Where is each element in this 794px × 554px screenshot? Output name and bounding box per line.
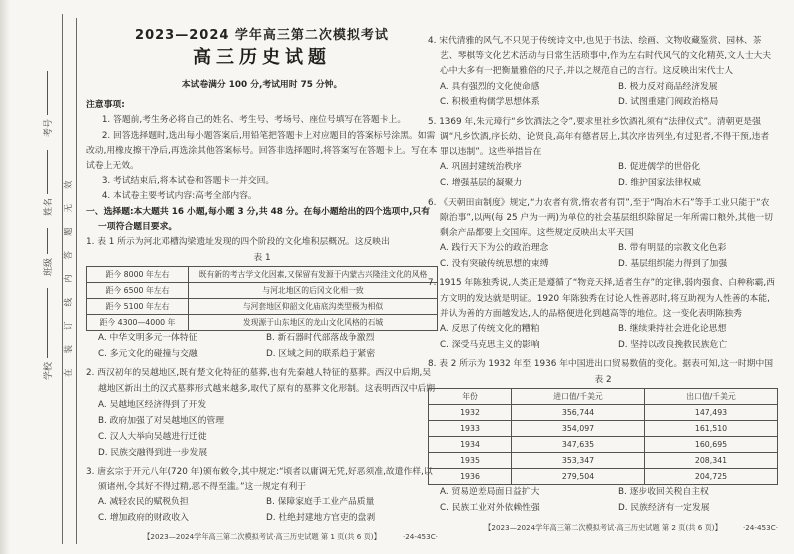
q4-options-row-2 — [428, 95, 778, 111]
field-class-blank — [47, 228, 48, 254]
table-cell: 1932 — [429, 405, 512, 421]
q7-option-c: C. 深受马克思主义的影响 — [440, 339, 540, 350]
q3-option-c: C. 增加政府的财政收入 — [98, 512, 189, 523]
q8-option-b: B. 逐步收回关税自主权 — [618, 487, 709, 498]
field-examno-blank — [47, 71, 48, 115]
q7-option-a: A. 反思了传统文化的糟粕 — [440, 324, 540, 334]
table-row — [87, 283, 438, 299]
section-1-heading: 一、选择题:本大题共 16 小题,每小题 3 分,共 48 分。在每小题给出的四个选项中,只有一项符合题目要求。 — [86, 206, 431, 232]
q5-option-a: A. 巩固封建统治秩序 — [440, 162, 522, 173]
q8-options-row-1 — [428, 485, 778, 501]
q3-option-b: B. 保障家庭手工业产品质量 — [266, 497, 375, 508]
notice-item-2: 2. 回答选择题时,选出每小题答案后,用铅笔把答题卡上对应题目的答案标号涂黑。如需改动,用橡皮擦干净后,再选涂其他答案标号。回答非选择题时,将答案写在答题卡上。写在本试卷上无效。 — [86, 130, 438, 172]
table-cell: 356,744 — [512, 405, 645, 421]
notice-heading: 注意事项: — [86, 100, 125, 111]
notice-item-3: 3. 考试结束后,将本试卷和答题卡一并交回。 — [101, 176, 275, 187]
q3-options-row-1 — [86, 495, 438, 511]
q6-option-c: C. 没有突破传统思想的束缚 — [440, 258, 549, 269]
field-school-label: 学校 — [43, 361, 54, 380]
table-1 — [86, 266, 438, 331]
q7-options-row-2 — [428, 338, 778, 354]
question-4-stem: 4. 宋代清雅的风气,不只见于传统诗文中,也见于书法、绘画、文物收藏鉴赏、园林、茶艺、琴棋等文化艺术活动与日常生活琐事中,作为左右时代风气的文化精英,文人士大夫心中大多有一把衡量雅俗的尺子,并以之规范自己的言行。这反映出宋代士人 — [428, 36, 772, 77]
question-2-stem: 2. 西汉初年的吴越地区,既有楚文化特征的墓葬,也有先秦越人特征的墓葬。西汉中后期,吴越地区新出土的汉式墓葬形式越来越多,取代了原有的墓葬文化形制。这表明西汉中后期 — [86, 368, 436, 394]
table-cell: 距今 4300—4000 年 — [87, 315, 189, 331]
table-cell: 发现源于山东地区的龙山文化风格的石城 — [189, 315, 438, 331]
page-1 — [86, 26, 438, 543]
table-cell: 279,504 — [512, 469, 645, 485]
q8-options-row-2 — [428, 501, 778, 517]
table-cell: 147,493 — [645, 405, 778, 421]
table-row — [429, 421, 778, 437]
table-cell: 1936 — [429, 469, 512, 485]
q7-options-row-1 — [428, 322, 778, 338]
seal-line-text: 在装订线内答题无效 — [64, 165, 74, 377]
table-cell: 347,635 — [512, 437, 645, 453]
paper-code: ·24-453C· — [402, 532, 438, 542]
table-cell: 161,510 — [645, 421, 778, 437]
q8-option-c: C. 民族工业对外依赖性强 — [440, 502, 540, 513]
field-examno-label: 考号 — [43, 118, 54, 137]
question-7-stem: 7. 1915 年陈独秀说,人类正是遵循了“物竞天择,适者生存”的定律,弱肉强食、白种称霸,西方文明的发达就是明证。1920 年陈独秀在讨论人性善恶时,将互助视为人性善的本能,并认为善的方面越发达,人的品格便进化到越高等的地位。这一变化表明陈独秀 — [428, 278, 775, 319]
field-name-label: 姓名 — [43, 197, 54, 216]
field-name-blank — [47, 150, 48, 194]
table-row — [87, 315, 438, 331]
table-cell: 354,097 — [512, 421, 645, 437]
q1-options-row-2 — [86, 347, 438, 363]
q3-options-row-2 — [86, 511, 438, 527]
table-cell: 208,341 — [645, 453, 778, 469]
table-cell: 1935 — [429, 453, 512, 469]
page-1-footer — [86, 531, 438, 543]
question-3-stem: 3. 唐玄宗于开元八年(720 年)颁布敕令,其中规定:“顷者以庸调无凭,好恶须准,故遣作样,以颁诸州,令其好不得过精,恶不得至滥。”这一规定有利于 — [86, 466, 433, 493]
field-class-label: 班级 — [43, 257, 54, 276]
table-cell: 距今 8000 年左右 — [87, 267, 189, 283]
q2-option-c: C. 汉人大举向吴越进行迁徙 — [98, 431, 207, 442]
table-row — [429, 437, 778, 453]
q5-option-d: D. 维护国家法律权威 — [618, 178, 701, 188]
notice-item-1: 1. 答题前,考生务必将自己的姓名、考生号、考场号、座位号填写在答题卡上。 — [101, 115, 407, 126]
binding-fields — [40, 20, 54, 540]
table-cell: 1933 — [429, 421, 512, 437]
paper-code: ·24-453C· — [742, 522, 778, 532]
field-school-blank — [47, 288, 48, 358]
table-cell: 距今 5100 年左右 — [87, 299, 189, 315]
q7-option-d: D. 坚持以改良挽救民族危亡 — [618, 339, 728, 350]
question-8-stem: 8. 表 2 所示为 1932 年至 1936 年中国进出口贸易数值的变化。据表可知,这一时期中国 — [428, 359, 774, 370]
q1-option-c: C. 多元文化的碰撞与交融 — [98, 348, 198, 359]
subject-title: 高三历史试题 — [193, 47, 331, 68]
q8-option-d: D. 民族经济有一定发展 — [618, 502, 710, 513]
page-2 — [428, 26, 778, 534]
q8-option-a: A. 贸易逆差局面日益扩大 — [440, 487, 540, 498]
q6-option-d: D. 基层组织能力得到了加强 — [618, 258, 728, 269]
q3-option-d: D. 杜绝封建地方官吏的盘剥 — [266, 512, 376, 523]
q4-options-row-1 — [428, 80, 778, 96]
q1-options-row-1 — [86, 331, 438, 347]
binding-rule-right — [76, 18, 77, 544]
scan-edge-shadow — [0, 0, 10, 554]
q6-option-a: A. 践行天下为公的政治理念 — [440, 243, 549, 254]
table-cell: 1934 — [429, 437, 512, 453]
q1-option-a: A. 中华文明多元一体特征 — [98, 333, 198, 344]
table-cell: 与河北地区的后冈文化相一致 — [189, 283, 438, 299]
page-2-footer — [428, 522, 778, 534]
q6-options-row-1 — [428, 241, 778, 257]
table-row — [87, 299, 438, 315]
q3-option-a: A. 减轻农民的赋税负担 — [98, 497, 189, 508]
table-1-caption: 表 1 — [253, 253, 271, 264]
table-cell: 204,725 — [645, 469, 778, 485]
footer-text: 【2023—2024学年高三第二次模拟考试·高三历史试题 第 2 页(共 6 页)】 — [484, 522, 722, 532]
table-2 — [428, 388, 778, 485]
q5-option-b: B. 促进儒学的世俗化 — [618, 162, 701, 173]
q1-option-b: B. 新石器时代部落战争激烈 — [266, 333, 375, 344]
q2-option-a: A. 吴越地区经济得到了开发 — [98, 399, 207, 410]
q7-option-b: B. 继续秉持社会进化论思想 — [618, 324, 727, 334]
table-header-cell: 年份 — [429, 389, 512, 405]
footer-text: 【2023—2024学年高三第二次模拟考试·高三历史试题 第 1 页(共 6 页)】 — [143, 532, 381, 542]
table-row — [429, 469, 778, 485]
table-cell: 距今 6500 年左右 — [87, 283, 189, 299]
question-6-stem: 6. 《天朝田亩制度》规定,“力农者有赏,惰农者有罚”,至于“陶冶木石”等手工业只能于“农隙治事”,以两(每 25 户为一两)为单位的社会基层组织除留足一年所需口粮外,其他一切剩余产品都要上交国库。这些规定反映出太平天国 — [428, 197, 773, 238]
q4-option-c: C. 积极重构儒学思想体系 — [440, 97, 540, 108]
table-header-row — [429, 389, 778, 405]
q5-option-c: C. 增强基层的凝聚力 — [440, 178, 523, 188]
question-5-stem: 5. 1369 年,朱元璋行“乡饮酒法之令”,要求里社乡饮酒礼须有“法律仪式”。清朝更是强调“凡乡饮酒,序长幼、论贤良,高年有德者居上,其次序齿列坐,有过犯者,不得干预,违者罪以违制”。这些举措旨在 — [428, 116, 770, 158]
table-cell: 与河套地区仰韶文化庙底沟类型极为相似 — [189, 299, 438, 315]
q5-options-row-2 — [428, 176, 778, 192]
exam-title: 2023—2024 学年高三第二次模拟考试 — [135, 28, 389, 43]
table-header-cell: 进口值/千美元 — [512, 389, 645, 405]
q1-option-d: D. 区域之间的联系趋于紧密 — [266, 348, 376, 359]
q5-options-row-1 — [428, 160, 778, 176]
q4-option-a: A. 具有强烈的文化使命感 — [440, 81, 540, 92]
q6-option-b: B. 带有明显的宗教文化色彩 — [618, 243, 727, 254]
table-cell: 353,347 — [512, 453, 645, 469]
table-header-cell: 出口值/千美元 — [645, 389, 778, 405]
table-row — [429, 405, 778, 421]
table-row — [429, 453, 778, 469]
q2-option-d: D. 民族交融得到进一步发展 — [98, 447, 208, 458]
q4-option-b: B. 极力反对商品经济发展 — [618, 81, 718, 92]
question-1-stem: 1. 表 1 所示为河北邓槽沟梁遗址发现的四个阶段的文化堆积层概况。这反映出 — [86, 237, 390, 248]
q4-option-d: D. 试图重建门阀政治格局 — [618, 97, 719, 108]
notice-item-4: 4. 本试卷主要考试内容:高考全部内容。 — [101, 191, 257, 202]
exam-info: 本试卷满分 100 分,考试用时 75 分钟。 — [181, 80, 343, 90]
table-cell: 160,695 — [645, 437, 778, 453]
table-cell: 既有新的考古学文化因素,又保留有发源于内蒙古兴隆洼文化的风格 — [189, 267, 438, 283]
q2-option-b: B. 政府加强了对吴越地区的管理 — [98, 415, 224, 426]
table-2-caption: 表 2 — [594, 375, 612, 386]
q6-options-row-2 — [428, 257, 778, 273]
table-row — [87, 267, 438, 283]
